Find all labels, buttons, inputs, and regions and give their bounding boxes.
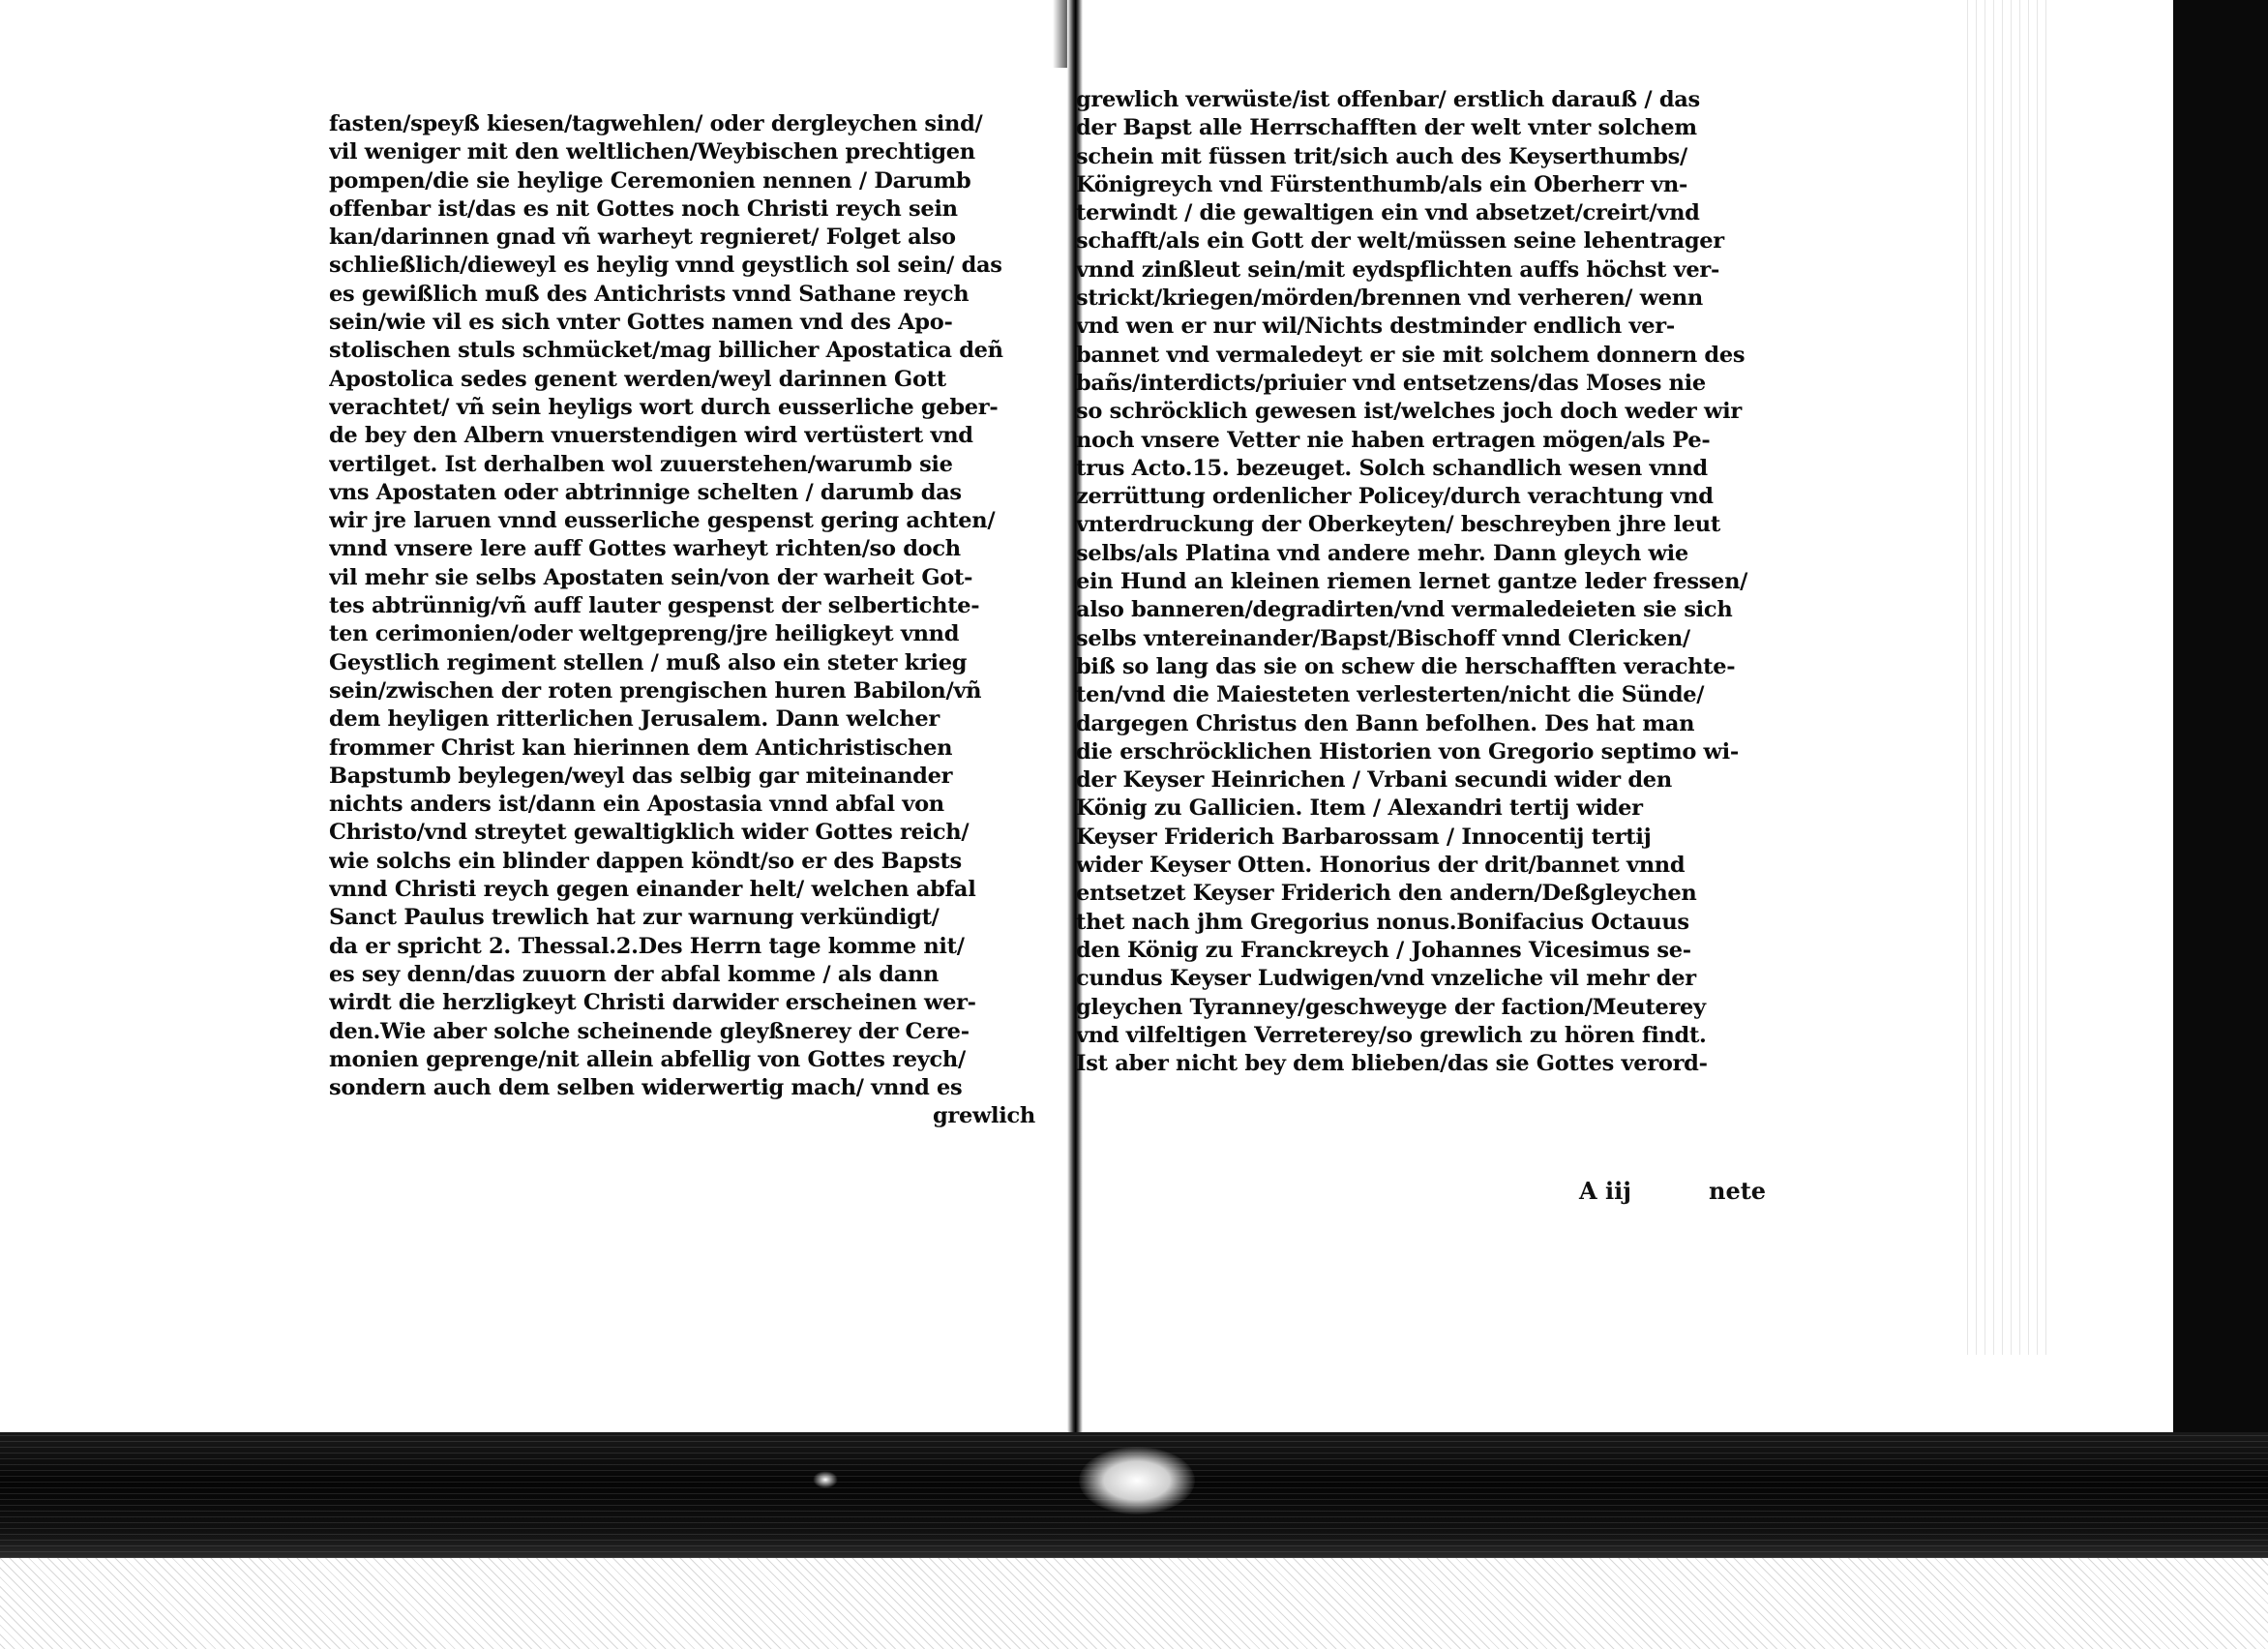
text-line: dargegen Christus den Bann befolhen. Des hat man: [1076, 710, 1695, 736]
text-line: bañs/interdicts/priuier vnd entsetzens/das Moses nie: [1076, 370, 1706, 396]
text-line: de bey den Albern vnuerstendigen wird vertüstert vnd: [329, 423, 973, 449]
text-line: schafft/als ein Gott der welt/müssen seine lehentrager: [1076, 228, 1724, 255]
text-line: sein/zwischen der roten prengischen huren Babilon/vñ: [329, 677, 982, 704]
text-line: Bapstumb beylegen/weyl das selbig gar miteinander: [329, 763, 953, 789]
text-line: ten/vnd die Maiesteten verlesterten/nicht die Sünde/: [1076, 682, 1705, 708]
light-glare: [1079, 1447, 1195, 1514]
text-line: vns Apostaten oder abtrinnige schelten / darumb das: [329, 479, 962, 505]
text-line: den König zu Franckreych / Johannes Vicesimus se-: [1076, 937, 1691, 963]
text-line: grewlich: [932, 1103, 1035, 1129]
text-line: also banneren/degradirten/vnd vermaledeieten sie sich: [1076, 597, 1733, 623]
text-line: sondern auch dem selben widerwertig mach/ vnnd es: [329, 1075, 963, 1101]
text-line: trus Acto.15. bezeuget. Solch schandlich wesen vnnd: [1076, 455, 1708, 481]
text-line: es sey denn/das zuuorn der abfal komme / als dann: [329, 961, 940, 987]
text-line: tes abtrünnig/vñ auff lauter gespenst der selbertichte-: [329, 593, 980, 619]
text-line: nichts anders ist/dann ein Apostasia vnnd abfal von: [329, 792, 944, 818]
text-line: vnnd vnsere lere auff Gottes warheyt richten/so doch: [329, 536, 961, 562]
text-line: der Keyser Heinrichen / Vrbani secundi wider den: [1076, 767, 1672, 794]
page-edge-stack: [1964, 0, 2051, 1355]
text-line: Christo/vnd streytet gewaltigklich wider Gottes reich/: [329, 820, 970, 846]
text-line: ten cerimonien/oder weltgepreng/jre heiligkeyt vnnd: [329, 621, 960, 647]
text-line: Keyser Friderich Barbarossam / Innocentij tertij: [1076, 824, 1652, 850]
text-line: verachtet/ vñ sein heyligs wort durch eusserliche geber-: [329, 394, 999, 420]
text-line: frommer Christ kan hierinnen dem Antichristischen: [329, 735, 953, 761]
text-line: offenbar ist/das es nit Gottes noch Christi reych sein: [329, 195, 958, 222]
text-line: Sanct Paulus trewlich hat zur warnung verkündigt/: [329, 905, 940, 931]
text-line: pompen/die sie heylige Ceremonien nennen / Darumb: [329, 167, 971, 194]
text-line: wirdt die herzligkeyt Christi darwider erscheinen wer-: [329, 990, 976, 1016]
text-line: so schröcklich gewesen ist/welches joch doch weder wir: [1076, 399, 1742, 425]
text-line: den.Wie aber solche scheinende gleyßnerey der Cere-: [329, 1018, 970, 1044]
scanner-noise-band: [0, 1558, 2268, 1649]
text-line: grewlich verwüste/ist offenbar/ erstlich darauß / das: [1076, 87, 1700, 112]
text-line: wir jre laruen vnnd eusserliche gespenst gering achten/: [329, 508, 996, 534]
signature-mark: A iij: [1579, 1177, 1631, 1205]
catchword: nete: [1709, 1177, 1767, 1205]
left-page-text: [329, 110, 1035, 1131]
text-line: vnd wen er nur wil/Nichts destminder endlich ver-: [1076, 314, 1675, 340]
text-line: vnterdruckung der Oberkeyten/ beschreyben jhre leut: [1076, 512, 1720, 538]
text-line: stolischen stuls schmücket/mag billicher Apostatica deñ: [329, 338, 1003, 364]
text-line: die erschröcklichen Historien von Gregorio septimo wi-: [1076, 738, 1739, 765]
text-line: bannet vnd vermaledeyt er sie mit solchem donnern des: [1076, 342, 1746, 368]
text-line: thet nach jhm Gregorius nonus.Bonifacius Octauus: [1076, 909, 1689, 935]
light-glare-small: [813, 1471, 838, 1488]
text-line: vil mehr sie selbs Apostaten sein/von der warheit Got-: [329, 564, 973, 590]
text-line: strickt/kriegen/mörden/brennen vnd verheren/ wenn: [1076, 285, 1703, 312]
text-line: sein/wie vil es sich vnter Gottes namen vnd des Apo-: [329, 310, 953, 336]
text-line: Geystlich regiment stellen / muß also ein steter krieg: [329, 649, 968, 675]
text-line: es gewißlich muß des Antichrists vnnd Sathane reych: [329, 281, 970, 307]
text-line: der Bapst alle Herrschafften der welt vnter solchem: [1076, 115, 1697, 141]
scanner-dark-margin: [2173, 0, 2268, 1452]
text-line: cundus Keyser Ludwigen/vnd vnzeliche vil mehr der: [1076, 966, 1696, 992]
text-line: vnd vilfeltigen Verreterey/so grewlich zu hören findt.: [1076, 1022, 1707, 1048]
text-line: ein Hund an kleinen riemen lernet gantze leder fressen/: [1076, 569, 1748, 595]
text-line: Königreych vnd Fürstenthumb/als ein Oberherr vn-: [1076, 171, 1688, 197]
text-line: Apostolica sedes genent werden/weyl darinnen Gott: [329, 366, 946, 392]
text-line: zerrüttung ordenlicher Policey/durch verachtung vnd: [1076, 484, 1714, 510]
text-line: König zu Gallicien. Item / Alexandri tertij wider: [1076, 795, 1643, 822]
text-line: noch vnsere Vetter nie haben ertragen mögen/als Pe-: [1076, 427, 1711, 453]
text-line: schein mit füssen trit/sich auch des Keyserthumbs/: [1076, 143, 1687, 169]
text-line: dem heyligen ritterlichen Jerusalem. Dann welcher: [329, 706, 940, 733]
right-page-text: [1076, 86, 1767, 1078]
text-line: vnnd Christi reych gegen einander helt/ welchen abfal: [329, 877, 976, 903]
text-line: da er spricht 2. Thessal.2.Des Herrn tage komme nit/: [329, 933, 965, 959]
text-line: kan/darinnen gnad vñ warheyt regnieret/ Folget also: [329, 225, 956, 251]
text-line: monien geprenge/nit allein abfellig von Gottes reych/: [329, 1046, 966, 1072]
text-line: wie solchs ein blinder dappen köndt/so er des Bapsts: [329, 848, 962, 874]
text-line: vertilget. Ist derhalben wol zuuerstehen/warumb sie: [329, 451, 953, 477]
text-line: vil weniger mit den weltlichen/Weybischen prechtigen: [329, 139, 975, 165]
text-line: vnnd zinßleut sein/mit eydspflichten auffs höchst ver-: [1076, 256, 1720, 283]
text-line: terwindt / die gewaltigen ein vnd absetzet/creirt/vnd: [1076, 200, 1700, 226]
text-line: wider Keyser Otten. Honorius der drit/bannet vnnd: [1076, 853, 1686, 879]
text-line: entsetzet Keyser Friderich den andern/Deßgleychen: [1076, 881, 1697, 907]
text-line: selbs/als Platina vnd andere mehr. Dann gleych wie: [1076, 540, 1688, 566]
text-line: gleychen Tyranney/geschweyge der faction/Meuterey: [1076, 994, 1706, 1020]
text-line: selbs vntereinander/Bapst/Bischoff vnnd Clericken/: [1076, 625, 1690, 651]
text-line: Ist aber nicht bey dem blieben/das sie Gottes verord-: [1076, 1051, 1708, 1077]
text-line: fasten/speyß kiesen/tagwehlen/ oder dergleychen sind/: [329, 111, 983, 136]
text-line: schließlich/dieweyl es heylig vnnd geystlich sol sein/ das: [329, 253, 1002, 279]
text-line: biß so lang das sie on schew die herschafften verachte-: [1076, 653, 1736, 679]
